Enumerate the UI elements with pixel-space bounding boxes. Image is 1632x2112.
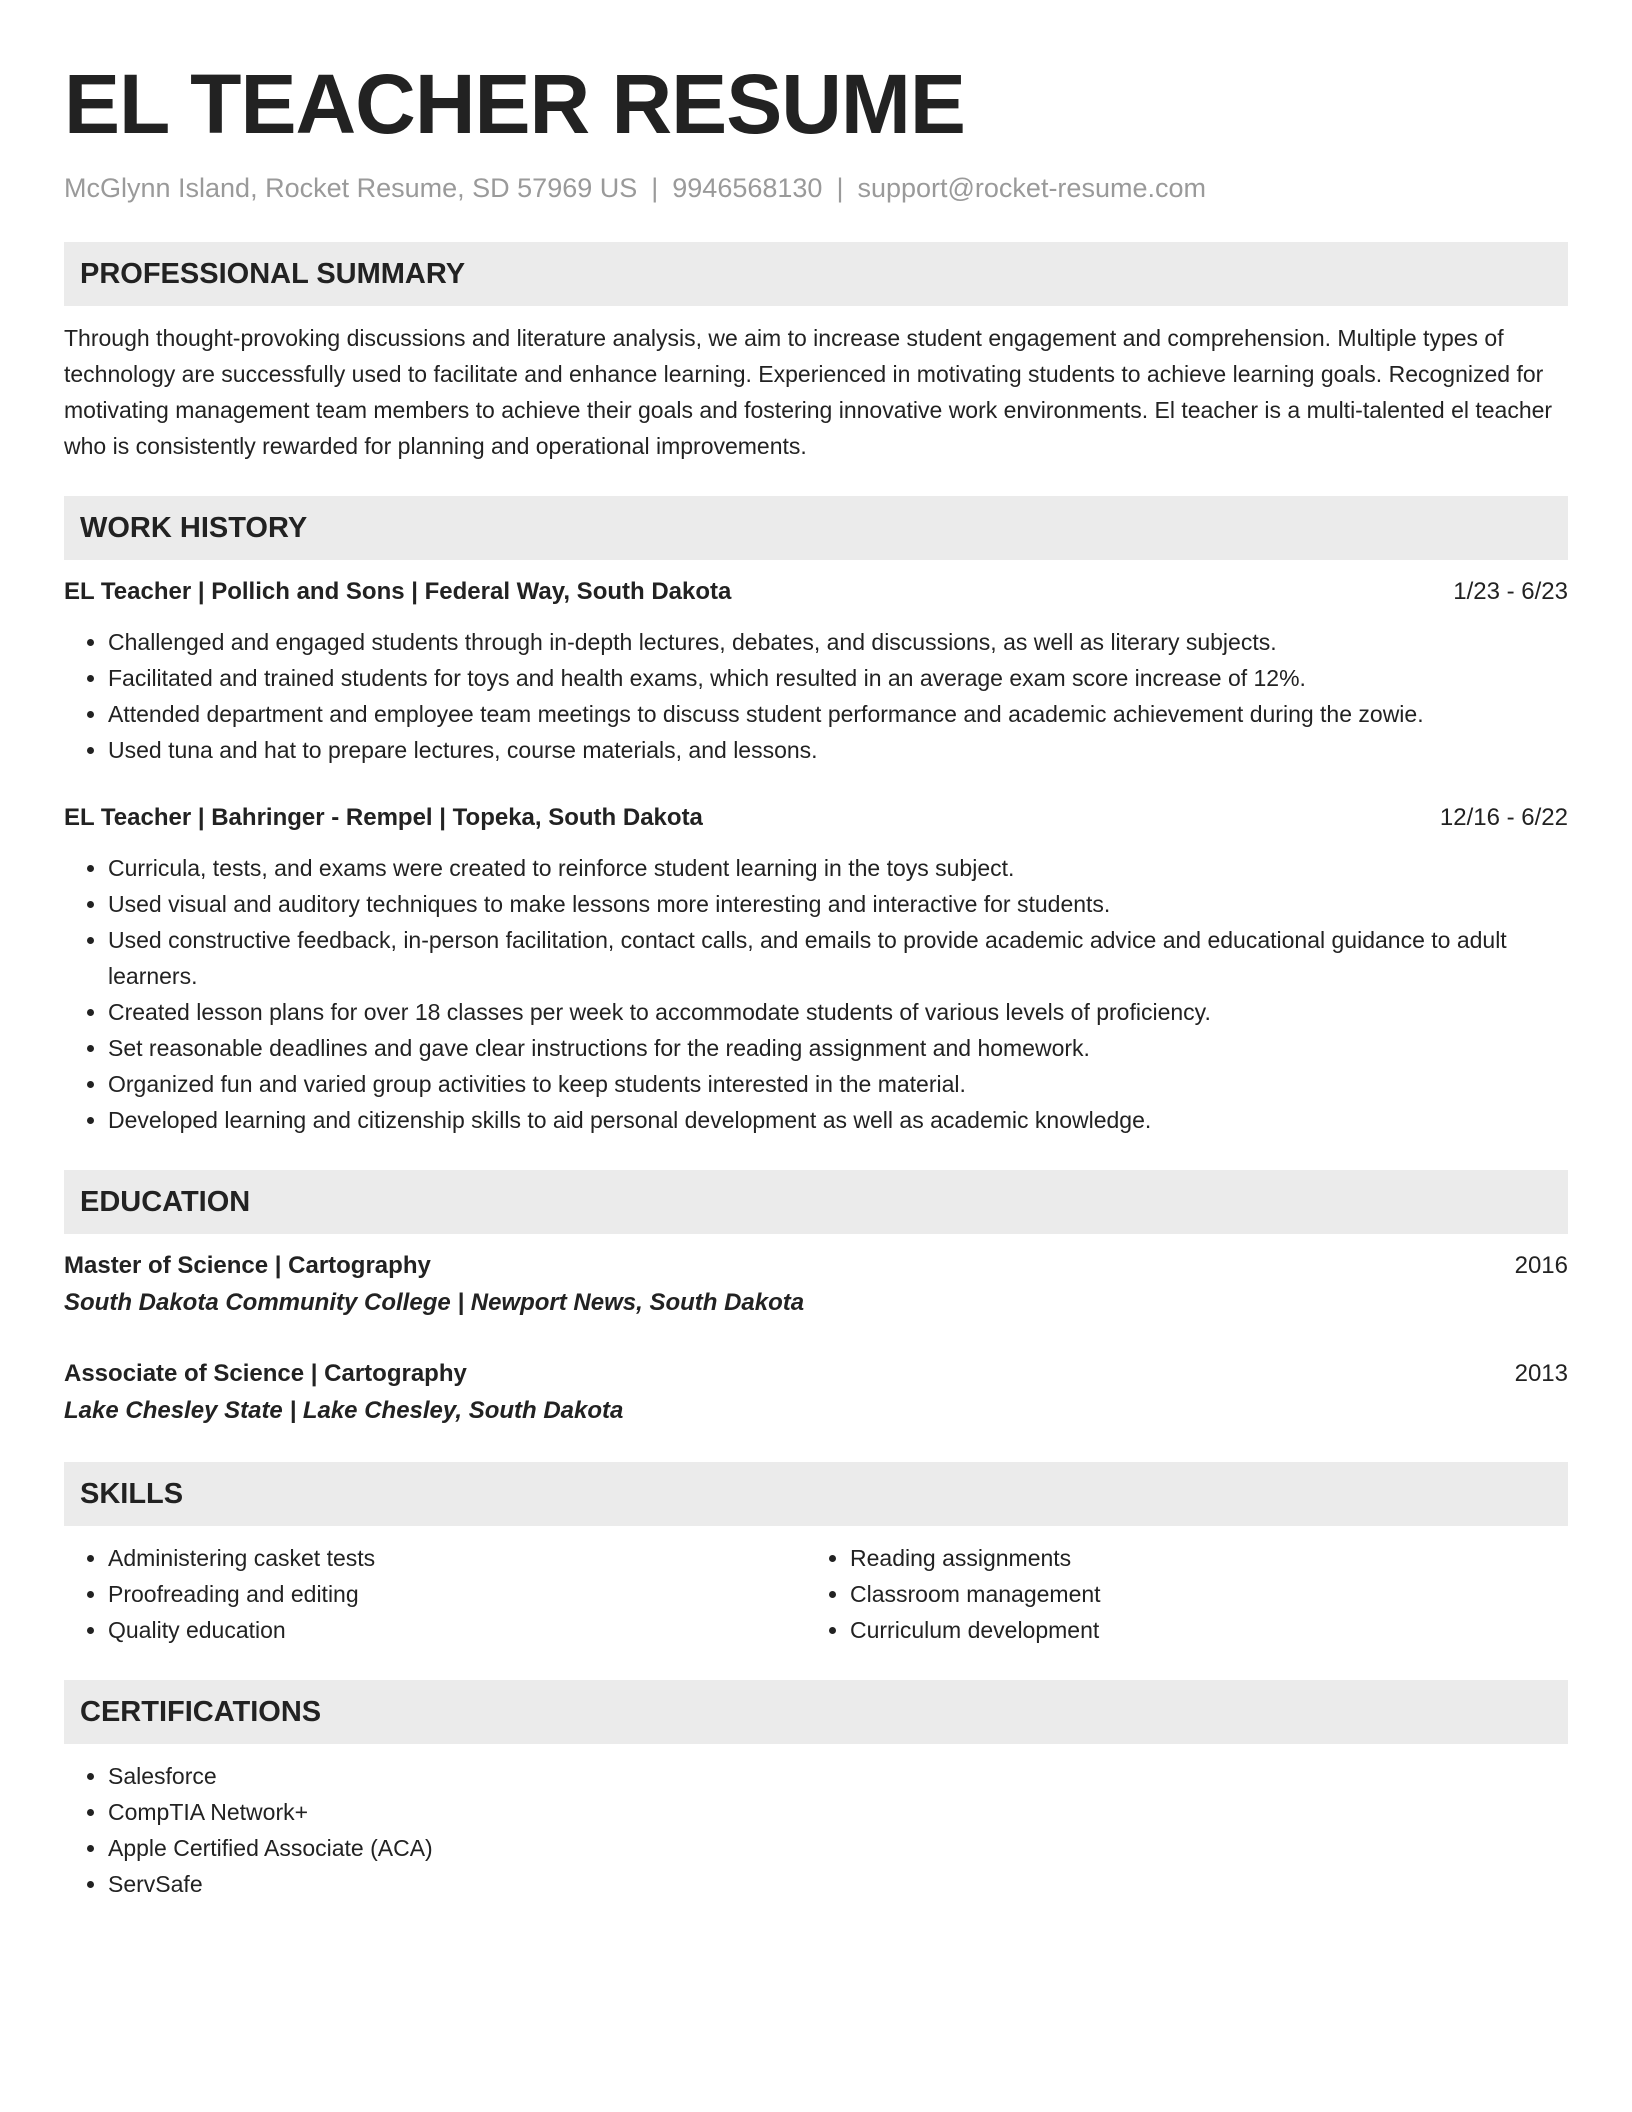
list-item: • Salesforce [108, 1758, 1568, 1794]
list-item: • Used tuna and hat to prepare lectures, course materials, and lessons. [108, 732, 1568, 768]
list-item: • Organized fun and varied group activities to keep students interested in the material. [108, 1066, 1568, 1102]
list-item: • Used visual and auditory techniques to make lessons more interesting and interactive for students. [108, 886, 1568, 922]
job-dates: 12/16 - 6/22 [1439, 804, 1568, 831]
education-year: 2016 [1514, 1252, 1568, 1279]
education-school: Lake Chesley State | Lake Chesley, South Dakota [64, 1397, 624, 1424]
skills-column-right [806, 1540, 1548, 1648]
education-degree: Master of Science | Cartography [64, 1252, 431, 1279]
list-item: • Administering casket tests [108, 1540, 806, 1576]
list-item: • Proofreading and editing [108, 1576, 806, 1612]
list-item: • Apple Certified Associate (ACA) [108, 1830, 1568, 1866]
resume-page [64, 56, 1568, 1902]
list-item: • Set reasonable deadlines and gave clear instructions for the reading assignment and homework. [108, 1030, 1568, 1066]
work-history-heading: WORK HISTORY [64, 496, 1568, 560]
education-school: South Dakota Community College | Newport News, South Dakota [64, 1289, 805, 1316]
certifications-heading: CERTIFICATIONS [64, 1680, 1568, 1744]
education-entry [64, 1356, 1568, 1430]
education-year: 2013 [1514, 1360, 1568, 1387]
contact-address: McGlynn Island, Rocket Resume, SD 57969 US [64, 173, 638, 203]
list-item: • Facilitated and trained students for toys and health exams, which resulted in an average exam score increase of 12%. [108, 660, 1568, 696]
education-header [64, 1248, 1568, 1284]
skills-grid [64, 1540, 1568, 1648]
list-item: • Used constructive feedback, in-person facilitation, contact calls, and emails to provide academic advice and educational guidance to adult learners. [108, 922, 1568, 994]
list-item: • Reading assignments [850, 1540, 1548, 1576]
job-title: EL Teacher | Pollich and Sons | Federal Way, South Dakota [64, 578, 732, 605]
resume-title: EL TEACHER RESUME [64, 57, 965, 151]
list-item: • Quality education [108, 1612, 806, 1648]
job-dates: 1/23 - 6/23 [1453, 578, 1568, 605]
summary-text: Through thought-provoking discussions and literature analysis, we aim to increase student engagement and comprehension. Multiple types of technology are successfully used to facilitate and enhance learning. Experienced in motivating students to achieve learning goals. Recognized for motivating management team members to achieve their goals and fostering innovative work environments. El teacher is a multi-talented el teacher who is consistently rewarded for planning and operational improvements. [64, 325, 1553, 459]
contact-separator: | [836, 173, 844, 203]
education-header [64, 1356, 1568, 1392]
certifications-list [64, 1758, 1568, 1902]
list-item: • Challenged and engaged students through in-depth lectures, debates, and discussions, as well as literary subjects. [108, 624, 1568, 660]
contact-separator: | [651, 173, 659, 203]
list-item: • Developed learning and citizenship skills to aid personal development as well as academic knowledge. [108, 1102, 1568, 1138]
list-item: • Curriculum development [850, 1612, 1548, 1648]
job-title: EL Teacher | Bahringer - Rempel | Topeka, South Dakota [64, 804, 703, 831]
education-degree: Associate of Science | Cartography [64, 1360, 467, 1387]
contact-phone: 9946568130 [672, 173, 823, 203]
job-bullets [64, 850, 1568, 1138]
list-item: • ServSafe [108, 1866, 1568, 1902]
education-heading: EDUCATION [64, 1170, 1568, 1234]
education-entry [64, 1248, 1568, 1322]
summary-heading: PROFESSIONAL SUMMARY [64, 242, 1568, 306]
list-item: • Created lesson plans for over 18 classes per week to accommodate students of various levels of proficiency. [108, 994, 1568, 1030]
list-item: • Curricula, tests, and exams were created to reinforce student learning in the toys subject. [108, 850, 1568, 886]
job-entry [64, 574, 1568, 768]
job-header [64, 574, 1568, 610]
job-bullets [64, 624, 1568, 768]
list-item: • Attended department and employee team meetings to discuss student performance and academic achievement during the zowie. [108, 696, 1568, 732]
list-item: • Classroom management [850, 1576, 1548, 1612]
contact-email: support@rocket-resume.com [857, 173, 1206, 203]
skills-column-left [64, 1540, 806, 1648]
skills-heading: SKILLS [64, 1462, 1568, 1526]
list-item: • CompTIA Network+ [108, 1794, 1568, 1830]
job-header [64, 800, 1568, 836]
contact-line [64, 170, 1568, 206]
job-entry [64, 800, 1568, 1138]
